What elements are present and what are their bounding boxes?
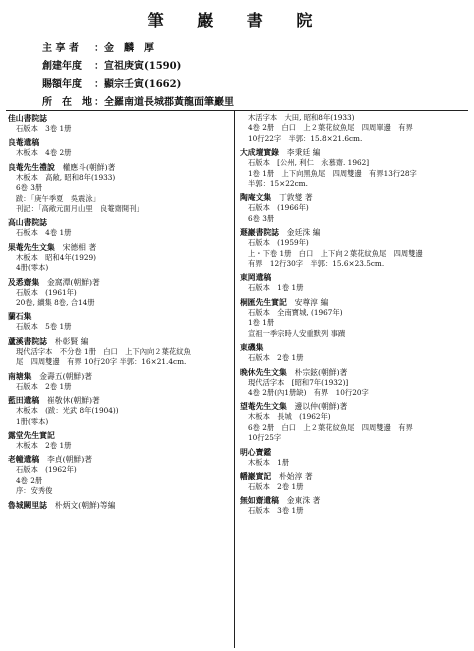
entry-detail: 刊記：「高敞元面月山里 良菴齋開刊」 (16, 204, 144, 214)
catalog-entry (8, 137, 230, 158)
entry-title-text: 無如齋遺稿 (240, 496, 279, 506)
entry-title (240, 192, 468, 203)
info-label: 賜額年度 (42, 79, 82, 90)
right-column (240, 113, 468, 520)
catalog-entry (8, 336, 230, 368)
catalog-entry (240, 192, 468, 224)
entry-author: 權應斗(朝鮮)著 (62, 162, 116, 172)
entry-detail: 6卷 3册 (248, 213, 275, 223)
entry-title (8, 336, 230, 347)
entry-detail: 石版本 5卷 1册 (16, 322, 72, 332)
entry-title (240, 367, 468, 378)
entry-title-text: 果菴先生文集 (8, 242, 55, 252)
catalog-entry (240, 297, 468, 339)
entry-detail: 木板本 昭和4年(1929) (16, 252, 96, 262)
entry-detail: 石版本 (1959年) (248, 238, 309, 248)
entry-detail: 木活字本 大田, 昭和8年(1933) (248, 113, 355, 122)
entry-author: 李貞(朝鮮)著 (46, 455, 93, 465)
entry-title (240, 401, 468, 412)
entry-author: 朴始淳 著 (278, 471, 313, 481)
entry-title-text: 望菴先生文集 (240, 402, 287, 412)
entry-detail: 現代活字本 [昭和7年(1932)] (248, 377, 349, 387)
entry-title-text: 遯巖書院誌 (240, 228, 279, 238)
catalog-entry (8, 395, 230, 427)
entry-title (240, 297, 468, 308)
entry-title-text: 蘆溪書院誌 (8, 336, 47, 346)
entry-title (8, 311, 230, 322)
catalog-entry (240, 471, 468, 492)
catalog-entry (240, 367, 468, 399)
entry-detail: 10行25字 (248, 433, 282, 443)
entry-title-text: 老幢遺稿 (8, 455, 40, 465)
entry-detail: 4卷 2册 白口 上２葉花紋魚尾 四周單邊 有界 (248, 123, 413, 133)
entry-title (8, 371, 230, 382)
entry-author: 金壽五(朝鮮)著 (39, 371, 93, 381)
entry-title (240, 495, 468, 506)
entry-title-text: 東磯集 (240, 343, 264, 353)
entry-title (240, 447, 468, 458)
info-row (42, 58, 234, 76)
catalog-entry (8, 162, 230, 215)
catalog-entry (8, 217, 230, 238)
entry-author: 金東洙 著 (286, 496, 321, 506)
entry-detail: 尾 四周雙邊 有界 10行20字 半郭：16×21.4cm. (16, 357, 187, 367)
entry-detail: 石版本 2卷 1册 (248, 353, 304, 363)
entry-detail: 石版本 3卷 1册 (248, 506, 304, 516)
info-value: ：宣祖庚寅(1590) (94, 61, 182, 72)
entry-detail: 木板本 高敞, 昭和8年(1933) (16, 172, 116, 182)
info-value: ：金 麟 厚 (94, 43, 154, 54)
entry-title-text: 高山書院誌 (8, 218, 47, 228)
entry-detail: 石版本 (1966年) (248, 203, 309, 213)
entry-title-text: 及悉齋集 (8, 277, 40, 287)
continued-entry (240, 113, 468, 144)
entry-detail: 石板本 4卷 1册 (16, 228, 72, 238)
entry-detail: 1卷 1册 (248, 318, 275, 328)
entry-detail: 上・下卷 1册 白口 上下向２葉花紋魚尾 四周雙邊 (248, 248, 423, 258)
catalog-entry (240, 272, 468, 293)
info-row (42, 40, 234, 58)
entry-author: 宋德相 著 (62, 242, 97, 252)
entry-detail: 木板本 1册 (248, 457, 290, 467)
entry-detail: 木板本 (跋：光武 8年(1904)) (16, 406, 119, 416)
entry-title (240, 227, 468, 238)
entry-title (240, 272, 468, 283)
info-row (42, 76, 234, 94)
entry-detail: 石版本 (1961年) (16, 287, 77, 297)
entry-title (240, 471, 468, 482)
entry-title (8, 113, 230, 124)
entry-title (8, 454, 230, 465)
entry-author: 朴彰賢 編 (54, 336, 89, 346)
entry-detail: 石版本 2卷 1册 (248, 481, 304, 491)
entry-detail: 石版本 全南寶城, (1967年) (248, 307, 343, 317)
entry-detail: 石版本 [公州, 利仁 永慕齋. 1962] (248, 158, 370, 168)
entry-title-text: 佳山書院誌 (8, 114, 47, 123)
left-column (8, 113, 230, 514)
entry-title (8, 430, 230, 441)
entry-title-text: 陶庵文集 (240, 193, 272, 203)
entry-title-text: 東岡遺稿 (240, 273, 272, 283)
entry-title-text: 晚休先生文集 (240, 367, 287, 377)
entry-author: 邊以仲(朝鮮)著 (294, 402, 348, 412)
catalog-entry (8, 371, 230, 392)
entry-title (240, 147, 468, 158)
info-value: ：全羅南道長城郡黃龍面筆巖里 (94, 97, 234, 108)
catalog-entry (240, 447, 468, 468)
catalog-entry (8, 113, 230, 134)
entry-title-text: 露堂先生實記 (8, 430, 55, 440)
entry-detail: 現代活字本 不分卷 1册 白口 上下內向２葉花紋魚 (16, 346, 191, 356)
entry-detail: 半郭：15×22cm. (248, 179, 308, 189)
entry-title-text: 藍田遺稿 (8, 396, 40, 406)
entry-author: 金廷洙 編 (286, 228, 321, 238)
catalog-entry (240, 342, 468, 363)
entry-title-text: 桐匯先生實記 (240, 297, 287, 307)
entry-title-text: 良菴先生禮說 (8, 162, 55, 172)
entry-author: 安尊淳 編 (294, 297, 329, 307)
entry-title (8, 277, 230, 288)
page-title: 筆 巖 書 院 (147, 11, 327, 30)
entry-detail: 木板本 2卷 1册 (16, 440, 72, 450)
catalog-entry (8, 277, 230, 309)
catalog-entry (8, 500, 230, 511)
entry-detail: 石版本 2卷 1册 (16, 381, 72, 391)
entry-title (8, 217, 230, 228)
info-label: 主 享 者 (42, 43, 79, 54)
entry-title (8, 137, 230, 148)
catalog-entry (240, 147, 468, 189)
entry-detail: 4卷 2册(內1册缺) 有界 10行20字 (248, 387, 369, 397)
entry-title-text: 良菴遺稿 (8, 138, 40, 148)
entry-author: 朴宗鉉(朝鮮)著 (294, 367, 348, 377)
entry-author: 李秉廷 編 (286, 148, 321, 158)
entry-title-text: 魯城闕里誌 (8, 500, 47, 510)
catalog-entry (8, 430, 230, 451)
entry-detail: 木板本 長城 (1962年) (248, 412, 331, 422)
entry-detail: 20卷, 續集 8卷, 合14册 (16, 298, 95, 308)
entry-detail: 6卷 2册 白口 上２葉花紋魚尾 四周雙邊 有界 (248, 422, 413, 432)
entry-detail: 宣祖一季宗時人安重默列 事蹟 (248, 328, 346, 338)
entry-detail: 4卷 2册 (16, 475, 43, 485)
header-divider (6, 110, 468, 111)
entry-title-text: 大成壇實錄 (240, 148, 279, 158)
info-value: ：顯宗壬寅(1662) (94, 79, 182, 90)
entry-detail: 4册(零本) (16, 263, 49, 273)
entry-detail: 1册(零本) (16, 416, 49, 426)
entry-title-text: 幡巖實記 (240, 471, 272, 481)
entry-title (8, 242, 230, 253)
catalog-entry (8, 454, 230, 496)
entry-detail: 有界 12行30字 半郭：15.6×23.5cm. (248, 259, 385, 269)
info-label: 創建年度 (42, 61, 82, 72)
catalog-entry (8, 242, 230, 274)
entry-title-text: 明心寶鑑 (240, 447, 272, 457)
entry-author: 丁敦燮 著 (278, 193, 313, 203)
entry-title-text: 蘭石集 (8, 312, 32, 322)
entry-detail: 1卷 1册 上下向黑魚尾 四周雙邊 有界13行28字 (248, 168, 417, 178)
entry-title (8, 395, 230, 406)
academy-info (42, 40, 234, 112)
column-divider (234, 110, 235, 648)
catalog-entry (240, 401, 468, 443)
entry-author: 朴炳文(朝鮮)等編 (54, 500, 116, 510)
entry-author: 金窩潭(朝鮮)著 (46, 277, 100, 287)
catalog-entry (240, 495, 468, 516)
entry-detail: 石版本 (1962年) (16, 465, 77, 475)
entry-detail: 10行22字 半郭：15.8×21.6cm. (248, 133, 363, 143)
catalog-entry (8, 311, 230, 332)
entry-detail: 石版本 1卷 1册 (248, 283, 304, 293)
entry-detail: 跋：「庚午季夏 吳震泳」 (16, 193, 100, 203)
entry-detail: 木板本 4卷 2册 (16, 148, 72, 158)
entry-detail: 石版本 3卷 1册 (16, 124, 72, 133)
info-label: 所 在 地 (42, 97, 92, 108)
entry-detail: 6卷 3册 (16, 183, 43, 193)
entry-title (8, 500, 230, 511)
entry-author: 崔敬休(朝鮮)著 (46, 396, 100, 406)
entry-title (240, 342, 468, 353)
entry-detail: 序：安秀俊 (16, 486, 53, 496)
entry-title-text: 南塘集 (8, 371, 32, 381)
catalog-entry (240, 227, 468, 269)
entry-title (8, 162, 230, 173)
